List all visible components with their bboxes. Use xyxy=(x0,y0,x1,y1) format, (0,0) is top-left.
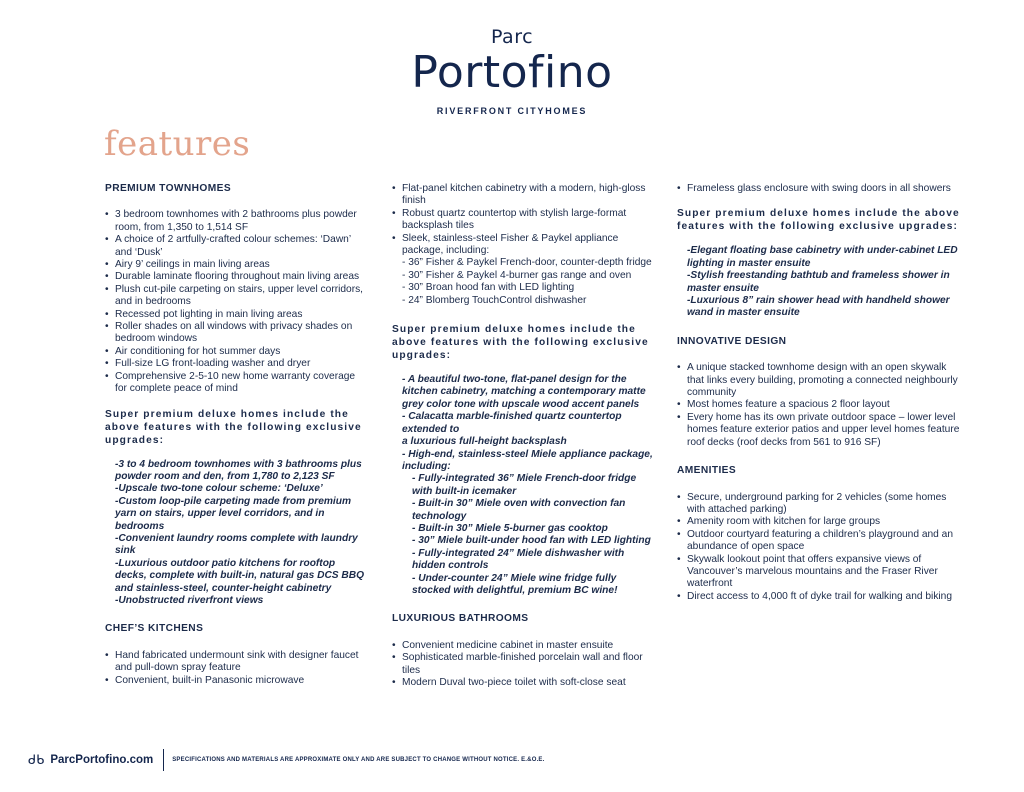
list-item: - Built-in 30” Miele 5-burner gas cooktop xyxy=(412,522,608,534)
footer-logo-icon: ᑯᑲ xyxy=(28,752,45,768)
list-item: • Recessed pot lighting in main living areas xyxy=(105,309,367,321)
brand-logo xyxy=(0,26,1024,116)
upgrade-title: Super premium deluxe homes include the above features with the following exclusive upgrades: xyxy=(677,208,960,233)
list-item: • Amenity room with kitchen for large groups xyxy=(677,516,962,528)
list-item: • Airy 9’ ceilings in main living areas xyxy=(105,259,367,271)
section-title-chef: CHEF’S KITCHENS xyxy=(105,623,204,635)
footer-website: ParcPortofino.com xyxy=(50,754,154,766)
upgrade-title: Super premium deluxe homes include the above features with the following exclusive upgrades: xyxy=(392,324,649,362)
list-item: a luxurious full-height backsplash xyxy=(402,436,567,448)
list-item: - 30” Miele built-under hood fan with LED lighting xyxy=(412,535,651,547)
upgrade-list xyxy=(677,245,962,319)
list-item: - Fully-integrated 36” Miele French-door fridge with built-in icemaker xyxy=(412,473,637,497)
list-item: • Sleek, stainless-steel Fisher & Paykel appliance package, including: xyxy=(392,233,654,258)
list-item: - A beautiful two-tone, flat-panel design for the kitchen cabinetry, matching a contemporary matte grey color tone with upscale wood accent panels xyxy=(402,374,646,410)
upgrade-list xyxy=(392,374,654,473)
bath-list xyxy=(392,640,654,690)
list-item: • Modern Duval two-piece toilet with soft-close seat xyxy=(392,677,654,689)
brand-name: Portofino xyxy=(411,47,613,98)
section-title-design: INNOVATIVE DESIGN xyxy=(677,335,787,347)
section-title-bath: LUXURIOUS BATHROOMS xyxy=(392,613,529,625)
chef-list xyxy=(105,650,367,687)
list-item: - 36” Fisher & Paykel French-door, counter-depth fridge xyxy=(402,257,652,269)
list-item: • Robust quartz countertop with stylish large-format backsplash tiles xyxy=(392,208,654,233)
list-item: • Flat-panel kitchen cabinetry with a modern, high-gloss finish xyxy=(392,183,654,208)
list-item: - High-end, stainless-steel Miele appliance package, including: xyxy=(402,448,653,472)
list-item: -Custom loop-pile carpeting made from premium yarn on stairs, upper level corridors, and in bedrooms xyxy=(115,495,352,532)
brand-parc: Parc xyxy=(490,26,534,48)
list-item: -Convenient laundry rooms complete with laundry sink xyxy=(115,532,358,557)
bath-list-cont xyxy=(677,183,962,195)
appliance-list xyxy=(392,257,654,307)
page-title: features xyxy=(104,124,251,164)
amenities-list xyxy=(677,492,962,604)
list-item: • Roller shades on all windows with privacy shades on bedroom windows xyxy=(105,321,367,346)
list-item: • Frameless glass enclosure with swing doors in all showers xyxy=(677,183,962,195)
list-item: - Built-in 30” Miele oven with convection fan technology xyxy=(412,498,626,522)
list-item: - 30” Broan hood fan with LED lighting xyxy=(402,282,575,294)
list-item: • Skywalk lookout point that offers expansive views of Vancouver’s marvelous mountains and the Fraser River waterfront xyxy=(677,554,962,591)
design-list xyxy=(677,362,962,449)
footer-disclaimer: SPECIFICATIONS AND MATERIALS ARE APPROXIMATE ONLY AND ARE SUBJECT TO CHANGE WITHOUT NOTICE. E.&O.E. xyxy=(172,757,545,763)
section-title-premium: PREMIUM TOWNHOMES xyxy=(105,183,232,194)
list-item: -Luxurious 8” rain shower head with handheld shower wand in master ensuite xyxy=(687,295,950,319)
list-item: • A unique stacked townhome design with an open skywalk that links every building, promoting a connected neighbourly community xyxy=(677,362,962,399)
list-item: • Most homes feature a spacious 2 floor layout xyxy=(677,399,962,411)
list-item: • Direct access to 4,000 ft of dyke trail for walking and biking xyxy=(677,591,962,603)
list-item: • Comprehensive 2-5-10 new home warranty coverage for complete peace of mind xyxy=(105,371,367,396)
brand-tagline: RIVERFRONT CITYHOMES xyxy=(436,106,588,116)
list-item: • Convenient medicine cabinet in master ensuite xyxy=(392,640,654,652)
section-title-amenities: AMENITIES xyxy=(677,465,737,477)
list-item: - Calacatta marble-finished quartz countertop extended to xyxy=(402,411,622,435)
list-item: -Luxurious outdoor patio kitchens for rooftop decks, complete with built-in, natural gas DCS BBQ and stainless-steel, counter-height cabinetry xyxy=(115,557,365,594)
list-item: • Secure, underground parking for 2 vehicles (some homes with attached parking) xyxy=(677,492,962,517)
footer-divider xyxy=(163,749,164,771)
list-item: - 30” Fisher & Paykel 4-burner gas range and oven xyxy=(402,269,632,281)
footer xyxy=(28,749,545,771)
list-item: • Full-size LG front-loading washer and dryer xyxy=(105,358,367,370)
column-2 xyxy=(392,183,654,701)
list-item: • Sophisticated marble-finished porcelain wall and floor tiles xyxy=(392,652,654,677)
list-item: • 3 bedroom townhomes with 2 bathrooms plus powder room, from 1,350 to 1,514 SF xyxy=(105,209,367,234)
list-item: • Hand fabricated undermount sink with designer faucet and pull-down spray feature xyxy=(105,650,367,675)
list-item: • Air conditioning for hot summer days xyxy=(105,346,367,358)
list-item: - 24” Blomberg TouchControl dishwasher xyxy=(402,294,587,306)
list-item: -Stylish freestanding bathtub and frameless shower in master ensuite xyxy=(687,270,950,294)
premium-list xyxy=(105,209,367,395)
list-item: • Outdoor courtyard featuring a children’s playground and an abundance of open space xyxy=(677,529,962,554)
list-item: -Elegant floating base cabinetry with under-cabinet LED lighting in master ensuite xyxy=(687,245,958,269)
list-item: • Convenient, built-in Panasonic microwave xyxy=(105,675,367,687)
list-item: • Plush cut-pile carpeting on stairs, upper level corridors, and in bedrooms xyxy=(105,284,367,309)
column-1 xyxy=(105,183,367,699)
upgrade-list xyxy=(105,459,367,608)
list-item: -3 to 4 bedroom townhomes with 3 bathrooms plus powder room and den, from 1,780 to 2,123 SF xyxy=(115,458,362,482)
column-3 xyxy=(677,183,962,615)
list-item: -Upscale two-tone colour scheme: ‘Deluxe’ xyxy=(115,483,323,495)
kitchen-list xyxy=(392,183,654,257)
list-item: - Under-counter 24” Miele wine fridge fully stocked with delightful, premium BC wine! xyxy=(412,572,618,596)
list-item: • Every home has its own private outdoor space – lower level homes feature exterior patios and upper level homes feature roof decks (roof decks from 561 to 916 SF) xyxy=(677,412,962,449)
list-item: -Unobstructed riverfront views xyxy=(115,594,264,606)
list-item: • Durable laminate flooring throughout main living areas xyxy=(105,271,367,283)
list-item: - Fully-integrated 24” Miele dishwasher with hidden controls xyxy=(412,547,625,572)
miele-list xyxy=(392,473,654,597)
upgrade-title: Super premium deluxe homes include the above features with the following exclusive upgrades: xyxy=(105,408,362,446)
list-item: • A choice of 2 artfully-crafted colour schemes: ‘Dawn’ and ‘Dusk’ xyxy=(105,234,367,259)
